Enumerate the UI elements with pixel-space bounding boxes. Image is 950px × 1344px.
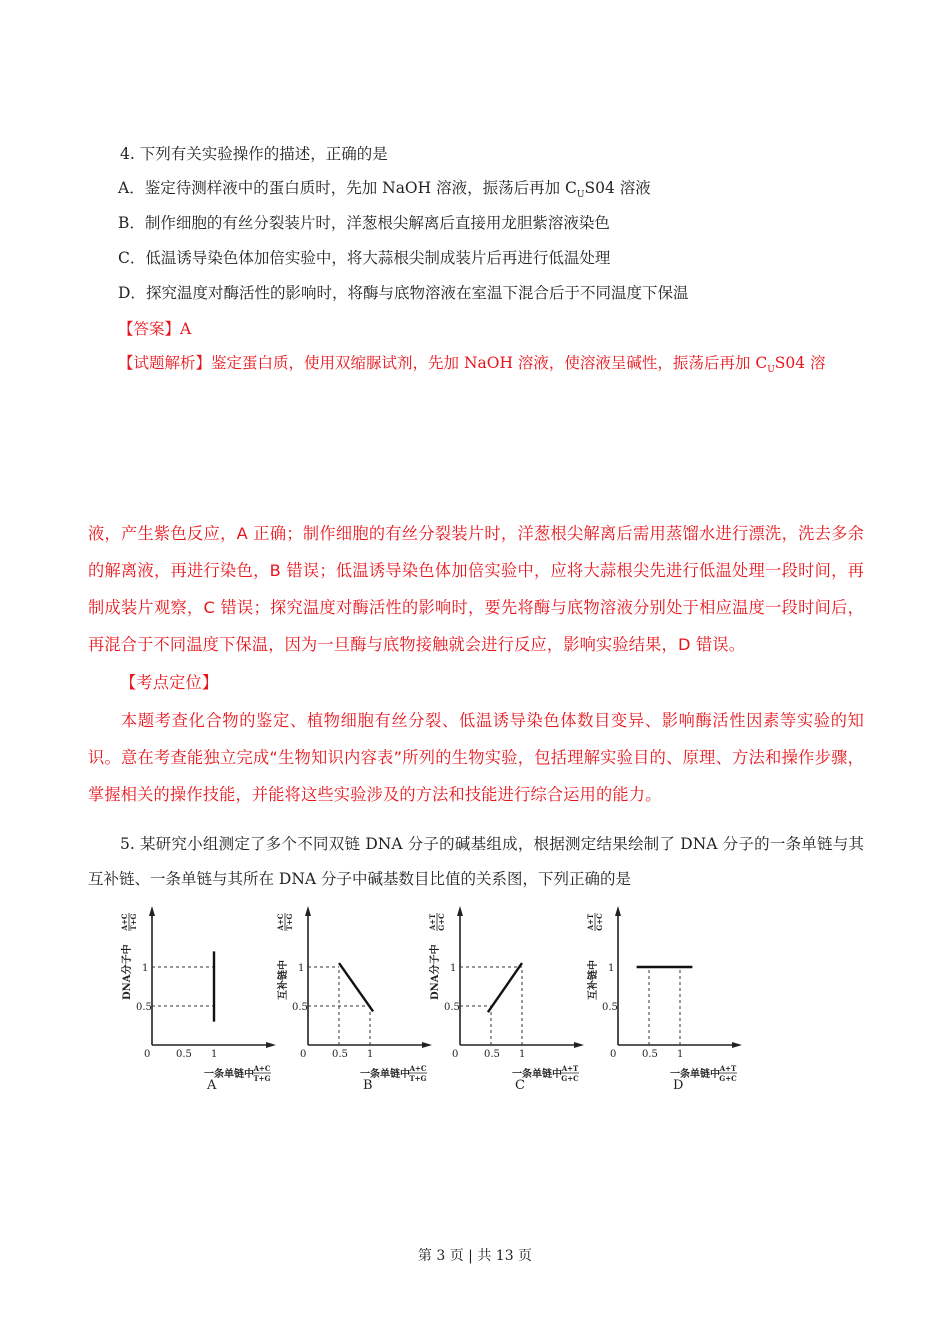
x-axis-fraction-denominator: G+C — [719, 1074, 737, 1083]
y-axis-fraction-group — [276, 913, 294, 931]
y-axis-fraction-group — [428, 913, 446, 931]
y-tick-label: 0.5 — [136, 1002, 152, 1013]
y-axis-fraction-numerator: A+C — [120, 913, 129, 931]
option-d: D．探究温度对酶活性的影响时，将酶与底物溶液在室温下混合后于不同温度下保温 — [118, 284, 689, 302]
x-axis-label: 一条单链中 — [204, 1069, 254, 1080]
y-axis-label: 互补链中 — [278, 960, 289, 1000]
answer: 【答案】A — [118, 320, 192, 338]
x-axis-arrow-icon — [732, 1042, 742, 1048]
y-axis-label: 互补链中 — [588, 960, 599, 1000]
chart-panel-a — [112, 900, 292, 1095]
y-axis-arrow-icon — [305, 906, 311, 916]
x-tick-label: 1 — [211, 1049, 218, 1060]
kaodian-label: 【考点定位】 — [120, 673, 219, 692]
x-axis-fraction-numerator: A+C — [253, 1064, 271, 1073]
x-tick-label: 0.5 — [484, 1049, 500, 1060]
y-tick-label: 0.5 — [602, 1002, 618, 1013]
question-5-stem: 5. 某研究小组测定了多个不同双链 DNA 分子的碱基组成，根据测定结果绘制了 DNA 分子的一条单链与其互补链、一条单链与其所在 DNA 分子中碱基数目比值的关系图，下列正确的是 — [88, 835, 864, 888]
x-axis-fraction-denominator: T+G — [409, 1074, 427, 1083]
y-tick-label: 1 — [450, 963, 457, 974]
x-tick-label: 0.5 — [332, 1049, 348, 1060]
analysis-continued: 液，产生紫色反应，A 正确；制作细胞的有丝分裂装片时，洋葱根尖解离后需用蒸馏水进行漂洗，洗去多余的解离液，再进行染色，B 错误；低温诱导染色体加倍实验中，应将大蒜根尖先进行低温处理一段时间，再制成装片观察，C 错误；探究温度对酶活性的影响时，要先将酶与底物溶液分别处于相应温度一段时间后，再混合于不同温度下保温，因为一旦酶与底物接触就会进行反应，影响实验结果，D 错误。 — [88, 524, 864, 654]
kaodian-text: 本题考查化合物的鉴定、植物细胞有丝分裂、低温诱导染色体数目变异、影响酶活性因素等实验的知识。意在考查能独立完成“生物知识内容表”所列的生物实验，包括理解实验目的、原理、方法和操作步骤，掌握相关的操作技能，并能将这些实验涉及的方法和技能进行综合运用的能力。 — [88, 711, 864, 804]
x-tick-label: 1 — [519, 1049, 526, 1060]
panel-label: D — [673, 1078, 684, 1093]
x-tick-label: 0.5 — [642, 1049, 658, 1060]
y-axis-fraction-numerator: A+C — [276, 913, 285, 931]
x-axis-label: 一条单链中 — [360, 1069, 410, 1080]
chart-panel-d — [578, 900, 758, 1095]
y-axis-label-group — [120, 944, 133, 1000]
option-b: B．制作细胞的有丝分裂装片时，洋葱根尖解离后直接用龙胆紫溶液染色 — [118, 214, 610, 232]
data-line — [339, 963, 373, 1011]
x-axis-label: 一条单链中 — [670, 1069, 720, 1080]
analysis-first-line: 【试题解析】鉴定蛋白质，使用双缩脲试剂，先加 NaOH 溶液，使溶液呈碱性，振荡后再加 $C_US04$ 溶 — [118, 354, 826, 376]
x-axis-label: 一条单链中 — [512, 1069, 562, 1080]
x-tick-label: 0 — [610, 1049, 617, 1060]
y-axis-arrow-icon — [149, 906, 155, 916]
x-tick-label: 0 — [300, 1049, 307, 1060]
question-4-stem: 4. 下列有关实验操作的描述，正确的是 — [120, 145, 388, 163]
panel-label: A — [207, 1078, 217, 1093]
y-axis-fraction-denominator: T+G — [285, 913, 294, 931]
y-axis-fraction-denominator: T+G — [129, 913, 138, 931]
y-tick-label: 1 — [608, 963, 615, 974]
x-axis-fraction-denominator: G+C — [561, 1074, 579, 1083]
option-a: A．鉴定待测样液中的蛋白质时，先加 NaOH 溶液，振荡后再加 $C_US04$ 溶液 — [118, 179, 651, 201]
y-axis-label-group — [586, 960, 599, 1000]
x-axis-fraction-numerator: A+T — [561, 1064, 579, 1073]
panel-label: B — [363, 1078, 373, 1093]
x-tick-label: 1 — [367, 1049, 374, 1060]
x-axis-fraction-numerator: A+T — [719, 1064, 737, 1073]
y-axis-label: DNA分子中 — [430, 944, 441, 1000]
y-axis-fraction-numerator: A+T — [586, 913, 595, 931]
x-axis-fraction-numerator: A+C — [409, 1064, 427, 1073]
y-axis-label-group — [428, 944, 441, 1000]
y-axis-fraction-group — [586, 913, 604, 931]
x-tick-label: 1 — [677, 1049, 684, 1060]
y-axis-label: DNA分子中 — [122, 944, 133, 1000]
x-tick-label: 0 — [144, 1049, 151, 1060]
y-tick-label: 0.5 — [292, 1002, 308, 1013]
x-axis-fraction-denominator: T+G — [253, 1074, 271, 1083]
x-tick-label: 0.5 — [176, 1049, 192, 1060]
option-c: C．低温诱导染色体加倍实验中，将大蒜根尖制成装片后再进行低温处理 — [118, 249, 611, 267]
page-footer: 第 3 页 | 共 13 页 — [417, 1248, 533, 1264]
y-tick-label: 1 — [298, 963, 305, 974]
y-axis-fraction-numerator: A+T — [428, 913, 437, 931]
y-axis-fraction-denominator: G+C — [437, 913, 446, 931]
y-axis-fraction-group — [120, 913, 138, 931]
x-tick-label: 0 — [452, 1049, 459, 1060]
y-axis-arrow-icon — [615, 906, 621, 916]
y-axis-label-group — [276, 960, 289, 1000]
data-line — [488, 963, 522, 1012]
y-axis-fraction-denominator: G+C — [595, 913, 604, 931]
y-tick-label: 1 — [142, 963, 149, 974]
y-tick-label: 0.5 — [444, 1002, 460, 1013]
y-axis-arrow-icon — [457, 906, 463, 916]
chart-panel-c — [420, 900, 600, 1095]
panel-label: C — [515, 1078, 525, 1093]
